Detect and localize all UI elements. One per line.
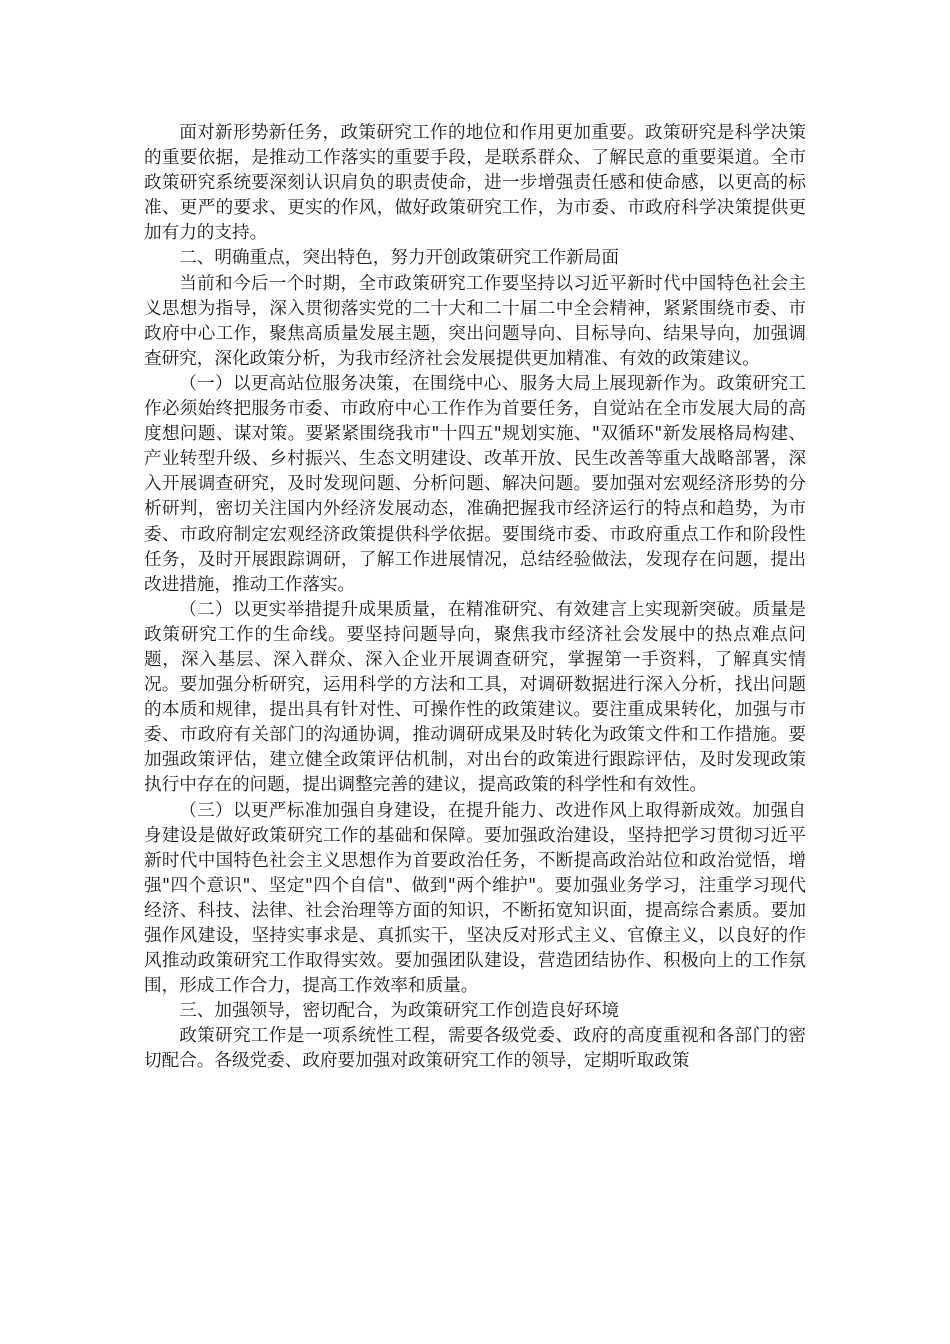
paragraph-section-2-intro: 当前和今后一个时期，全市政策研究工作要坚持以习近平新时代中国特色社会主义思想为指导，深入贯彻落实党的二十大和二十届二中全会精神，紧紧围绕市委、市政府中心工作，聚焦高质量发展主题，突出问题导向、目标导向、结果导向，加强调查研究，深化政策分析，为我市经济社会发展提供更加精准、有效的政策建议。 — [144, 273, 806, 369]
document-body — [144, 121, 806, 1075]
paragraph-importance: 面对新形势新任务，政策研究工作的地位和作用更加重要。政策研究是科学决策的重要依据，是推动工作落实的重要手段，是联系群众、了解民意的重要渠道。全市政策研究系统要深刻认识肩负的职责使命，进一步增强责任感和使命感，以更高的标准、更严的要求、更实的作风，做好政策研究工作，为市委、市政府科学决策提供更加有力的支持。 — [144, 123, 806, 244]
section-heading-3: 三、加强领导，密切配合，为政策研究工作创造良好环境 — [179, 1001, 620, 1022]
paragraph-subsection-2: （二）以更实举措提升成果质量，在精准研究、有效建言上实现新突破。质量是政策研究工作的生命线。要坚持问题导向，聚焦我市经济社会发展中的热点难点问题，深入基层、深入群众、深入企业开展调查研究，掌握第一手资料，了解真实情况。要加强分析研究，运用科学的方法和工具，对调研数据进行深入分析，找出问题的本质和规律，提出具有针对性、可操作性的政策建议。要注重成果转化，加强与市委、市政府有关部门的沟通协调，推动调研成果及时转化为政策文件和工作措施。要加强政策评估，建立健全政策评估机制，对出台的政策进行跟踪评估，及时发现政策执行中存在的问题，提出调整完善的建议，提高政策的科学性和有效性。 — [144, 599, 806, 796]
section-heading-2: 二、明确重点，突出特色，努力开创政策研究工作新局面 — [179, 248, 620, 269]
paragraph-section-3-intro: 政策研究工作是一项系统性工程，需要各级党委、政府的高度重视和各部门的密切配合。各级党委、政府要加强对政策研究工作的领导，定期听取政策 — [144, 1026, 806, 1072]
paragraph-subsection-3: （三）以更严标准加强自身建设，在提升能力、改进作风上取得新成效。加强自身建设是做好政策研究工作的基础和保障。要加强政治建设，坚持把学习贯彻习近平新时代中国特色社会主义思想作为首要政治任务，不断提高政治站位和政治觉悟，增强"四个意识"、坚定"四个自信"、做到"两个维护"。要加强业务学习，注重学习现代经济、科技、法律、社会治理等方面的知识，不断拓宽知识面，提高综合素质。要加强作风建设，坚持实事求是、真抓实干，坚决反对形式主义、官僚主义，以良好的作风推动政策研究工作取得实效。要加强团队建设，营造团结协作、积极向上的工作氛围，形成工作合力，提高工作效率和质量。 — [144, 800, 806, 997]
paragraph-subsection-1: （一）以更高站位服务决策，在围绕中心、服务大局上展现新作为。政策研究工作必须始终把服务市委、市政府中心工作作为首要任务，自觉站在全市发展大局的高度想问题、谋对策。要紧紧围绕我市"十四五"规划实施、"双循环"新发展格局构建、产业转型升级、乡村振兴、生态文明建设、改革开放、民生改善等重大战略部署，深入开展调查研究，及时发现问题、分析问题、解决问题。要加强对宏观经济形势的分析研判，密切关注国内外经济发展动态，准确把握我市经济运行的特点和趋势，为市委、市政府制定宏观经济政策提供科学依据。要围绕市委、市政府重点工作和阶段性任务，及时开展跟踪调研，了解工作进展情况，总结经验做法，发现存在问题，提出改进措施，推动工作落实。 — [144, 373, 806, 595]
